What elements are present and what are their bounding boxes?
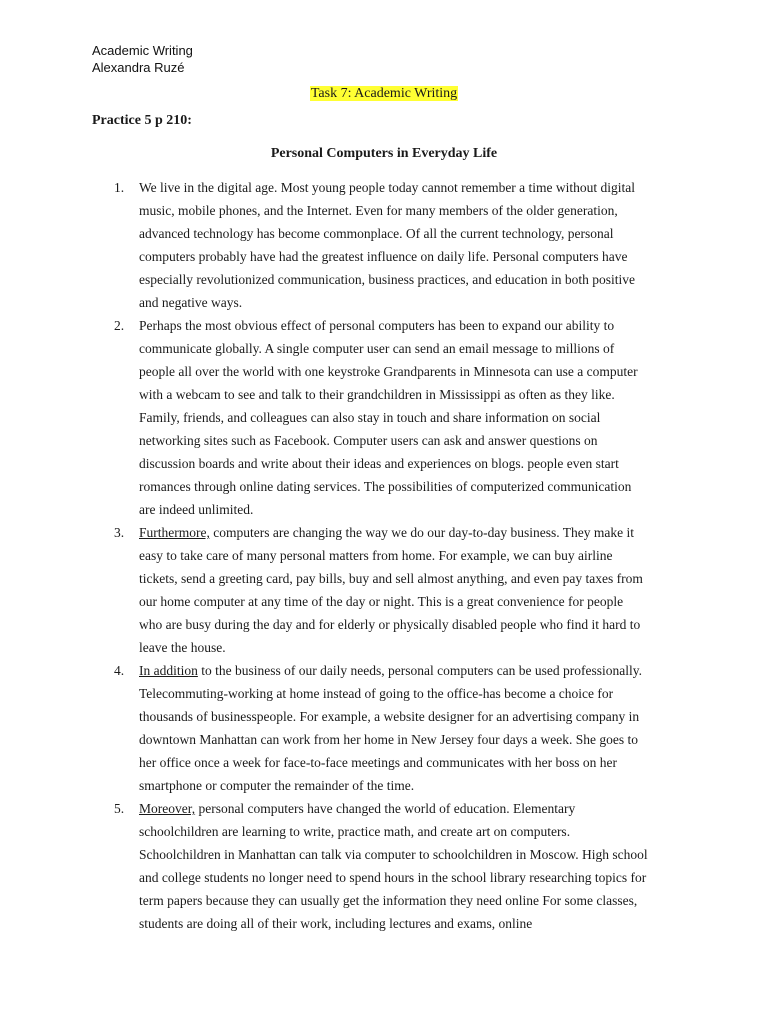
essay-title: Personal Computers in Everyday Life bbox=[270, 146, 498, 161]
text-fragment: personal computers have changed the world of education. Elementary bbox=[195, 801, 576, 816]
text-line: especially revolutionized communication, business practices, and education in both positive bbox=[139, 272, 635, 287]
text-line: with a webcam to see and talk to their grandchildren in Mississippi as often as they like. bbox=[139, 387, 615, 402]
text-line: networking sites such as Facebook. Computer users can ask and answer questions on bbox=[139, 433, 598, 448]
transition-word: Furthermore, bbox=[139, 525, 210, 540]
paragraph-5 bbox=[92, 797, 684, 935]
transition-word: Moreover, bbox=[139, 801, 196, 816]
task-heading bbox=[0, 86, 768, 102]
course-name: Academic Writing bbox=[92, 43, 193, 58]
text-line: smartphone or computer the remainder of the time. bbox=[139, 778, 415, 793]
paragraph-number: 2. bbox=[114, 318, 125, 333]
text-line: romances through online dating services. The possibilities of computerized communication bbox=[139, 479, 632, 494]
text-line: her office once a week for face-to-face meetings and communicates with her boss on her bbox=[139, 755, 618, 770]
text-line: schoolchildren are learning to write, practice math, and create art on computers. bbox=[139, 824, 571, 839]
paragraph-number: 4. bbox=[114, 663, 125, 678]
text-line: people all over the world with one keystroke Grandparents in Minnesota can use a computer bbox=[139, 364, 638, 379]
text-line: thousands of businesspeople. For example, a website designer for an advertising company in bbox=[139, 709, 640, 724]
text-line bbox=[139, 659, 684, 682]
paragraph-1 bbox=[92, 176, 684, 314]
text-line: leave the house. bbox=[139, 640, 226, 655]
text-fragment: to the business of our daily needs, personal computers can be used professionally. bbox=[197, 663, 643, 678]
task-heading-highlight: Task 7: Academic Writing bbox=[310, 86, 458, 101]
text-line: communicate globally. A single computer user can send an email message to millions of bbox=[139, 341, 615, 356]
text-line: music, mobile phones, and the Internet. Even for many members of the older generation, bbox=[139, 203, 618, 218]
text-fragment: computers are changing the way we do our day-to-day business. They make it bbox=[209, 525, 634, 540]
practice-label: Practice 5 p 210: bbox=[92, 113, 192, 128]
paragraph-3 bbox=[92, 521, 684, 659]
text-line: and college students no longer need to spend hours in the school library researching topics for bbox=[139, 870, 647, 885]
text-line: computers probably have had the greatest influence on daily life. Personal computers have bbox=[139, 249, 628, 264]
text-line: who are busy during the day and for elderly or physically disabled people who find it hard to bbox=[139, 617, 641, 632]
text-line: term papers because they can usually get the information they need online For some classes, bbox=[139, 893, 638, 908]
paragraph-list bbox=[92, 176, 684, 935]
paragraph-number: 1. bbox=[114, 180, 125, 195]
document-header bbox=[92, 42, 193, 76]
text-line: students are doing all of their work, including lectures and exams, online bbox=[139, 916, 533, 931]
text-line: are indeed unlimited. bbox=[139, 502, 254, 517]
transition-word: In addition bbox=[139, 663, 198, 678]
author-name: Alexandra Ruzé bbox=[92, 60, 185, 75]
text-line: our home computer at any time of the day or night. This is a great convenience for people bbox=[139, 594, 624, 609]
text-line: Schoolchildren in Manhattan can talk via computer to schoolchildren in Moscow. High school bbox=[139, 847, 648, 862]
paragraph-4 bbox=[92, 659, 684, 797]
text-line: Family, friends, and colleagues can also stay in touch and share information on social bbox=[139, 410, 601, 425]
text-line: We live in the digital age. Most young people today cannot remember a time without digital bbox=[139, 180, 636, 195]
text-line: Perhaps the most obvious effect of personal computers has been to expand our ability to bbox=[139, 318, 615, 333]
text-line bbox=[139, 797, 684, 820]
text-line: easy to take care of many personal matters from home. For example, we can buy airline bbox=[139, 548, 613, 563]
text-line: discussion boards and write about their ideas and experiences on blogs. people even start bbox=[139, 456, 619, 471]
text-line: Telecommuting-working at home instead of going to the office-has become a choice for bbox=[139, 686, 614, 701]
paragraph-2 bbox=[92, 314, 684, 521]
paragraph-number: 3. bbox=[114, 525, 125, 540]
paragraph-number: 5. bbox=[114, 801, 125, 816]
text-line: tickets, send a greeting card, pay bills, buy and sell almost anything, and even pay taxes from bbox=[139, 571, 643, 586]
text-line: advanced technology has become commonplace. Of all the current technology, personal bbox=[139, 226, 614, 241]
text-line: and negative ways. bbox=[139, 295, 243, 310]
text-line: downtown Manhattan can work from her home in New Jersey four days a week. She goes to bbox=[139, 732, 638, 747]
text-line bbox=[139, 521, 684, 544]
